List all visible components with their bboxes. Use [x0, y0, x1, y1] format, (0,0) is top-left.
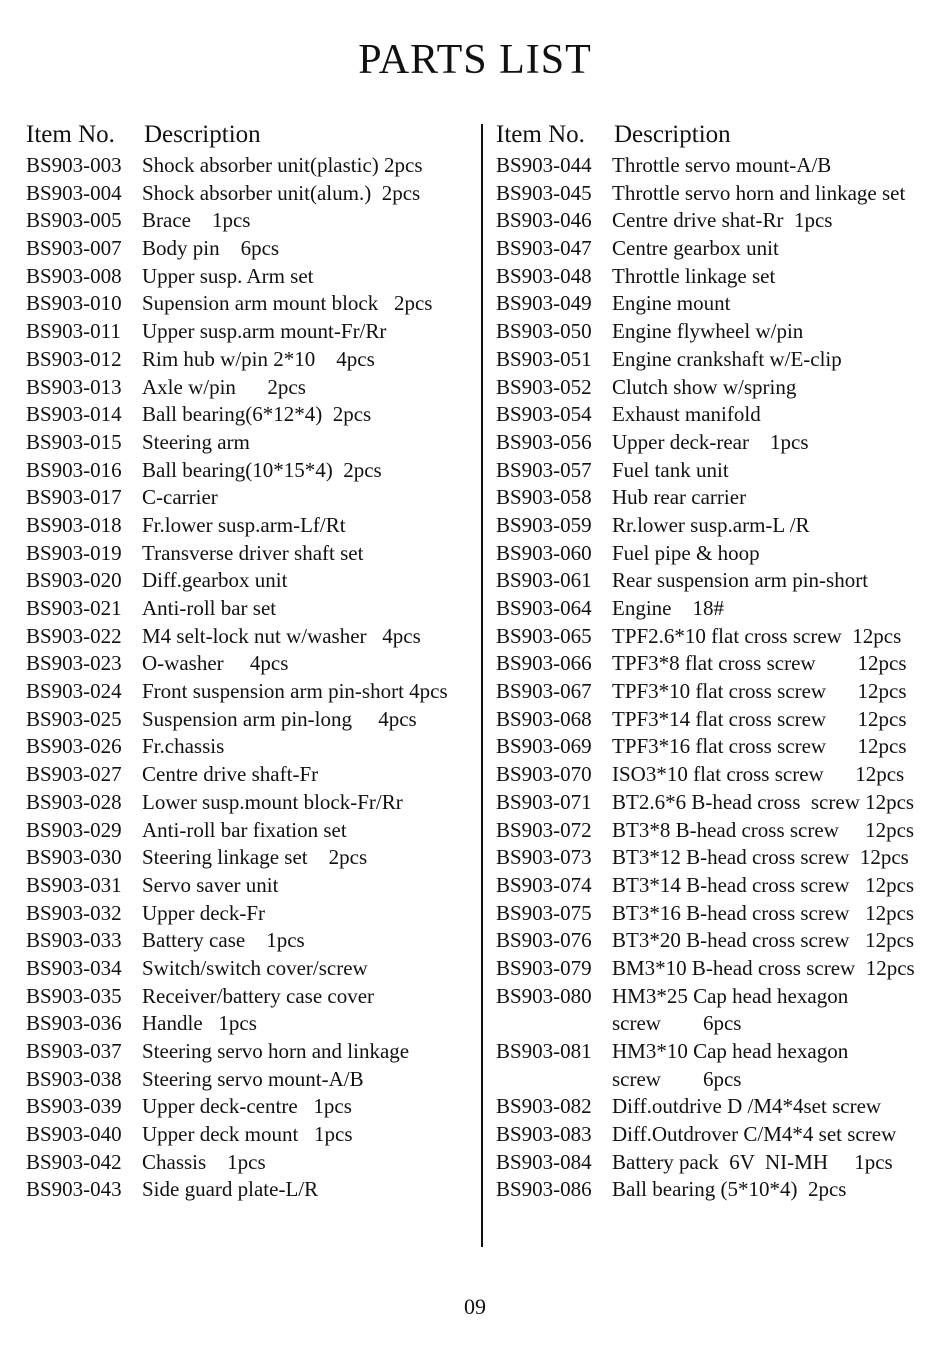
part-description: Upper deck-centre 1pcs [142, 1094, 352, 1119]
part-row [496, 1149, 946, 1177]
part-description: Lower susp.mount block-Fr/Rr [142, 789, 403, 814]
part-row [26, 623, 476, 651]
part-description: Upper deck-rear 1pcs [612, 429, 809, 454]
part-description: O-washer 4pcs [142, 651, 289, 676]
part-description: Centre gearbox unit [612, 236, 779, 261]
part-description: Steering servo horn and linkage [142, 1039, 410, 1063]
part-row [26, 1149, 476, 1177]
part-description: ISO3*10 flat cross screw 12pcs [612, 762, 905, 787]
part-row [26, 955, 476, 983]
part-row [496, 540, 946, 568]
part-code: BS903-070 [496, 762, 592, 787]
part-row [26, 374, 476, 402]
part-row [26, 235, 476, 263]
part-code: BS903-064 [496, 596, 592, 620]
part-code: BS903-035 [26, 983, 122, 1008]
part-description: Rim hub w/pin 2*10 4pcs [142, 346, 375, 371]
part-description: Battery pack 6V NI-MH 1pcs [612, 1149, 893, 1174]
part-row [26, 844, 476, 872]
part-description: Throttle servo horn and linkage set [612, 180, 906, 205]
part-code: BS903-034 [26, 955, 122, 980]
part-row [26, 817, 476, 845]
part-description: Front suspension arm pin-short 4pcs [142, 679, 448, 704]
part-code: BS903-028 [26, 789, 122, 814]
part-row [26, 290, 476, 318]
part-row [26, 1066, 476, 1094]
part-code: BS903-052 [496, 374, 592, 399]
part-code: BS903-059 [496, 512, 592, 537]
part-code: BS903-086 [496, 1177, 592, 1202]
part-description: HM3*25 Cap head hexagon [612, 983, 849, 1008]
part-row [496, 817, 946, 845]
part-code: BS903-048 [496, 263, 592, 288]
part-code: BS903-072 [496, 817, 592, 842]
part-row [496, 844, 946, 872]
part-code: BS903-018 [26, 512, 122, 537]
part-row [496, 595, 946, 623]
part-description: Body pin 6pcs [142, 236, 280, 261]
part-code: BS903-038 [26, 1066, 122, 1091]
part-row [26, 650, 476, 678]
part-description: Diff.Outdrover C/M4*4 set screw [612, 1122, 897, 1147]
parts-column-right [496, 118, 946, 1204]
part-description-continued: screw 6pcs [612, 1066, 742, 1091]
part-row [496, 1121, 946, 1149]
part-description: Servo saver unit [142, 872, 279, 897]
part-row [26, 678, 476, 706]
part-row [26, 900, 476, 928]
part-row [26, 983, 476, 1011]
part-code: BS903-051 [496, 346, 592, 371]
part-row [26, 1010, 476, 1038]
part-description: Fuel tank unit [612, 457, 729, 482]
part-description: BM3*10 B-head cross screw 12pcs [612, 955, 915, 980]
part-row [496, 1176, 946, 1204]
part-code: BS903-081 [496, 1039, 592, 1063]
part-row [26, 733, 476, 761]
part-code: BS903-054 [496, 402, 592, 427]
part-row [496, 706, 946, 734]
part-code: BS903-058 [496, 485, 592, 510]
part-description: Exhaust manifold [612, 402, 761, 427]
part-row [496, 927, 946, 955]
part-description: Upper deck mount 1pcs [142, 1122, 353, 1147]
part-code: BS903-079 [496, 955, 592, 980]
part-description: TPF3*10 flat cross screw 12pcs [612, 679, 907, 704]
part-code: BS903-067 [496, 679, 592, 704]
page-title: PARTS LIST [358, 37, 592, 83]
part-code: BS903-036 [26, 1011, 122, 1036]
part-code: BS903-068 [496, 706, 592, 731]
part-row [26, 401, 476, 429]
part-description: Ball bearing(10*15*4) 2pcs [142, 457, 382, 482]
part-row [26, 484, 476, 512]
part-code: BS903-084 [496, 1149, 592, 1174]
part-description: Upper deck-Fr [142, 900, 266, 925]
part-row-continuation [496, 1066, 946, 1094]
part-code: BS903-008 [26, 263, 122, 288]
part-row [26, 706, 476, 734]
part-row [496, 650, 946, 678]
part-code: BS903-005 [26, 208, 122, 233]
column-header [496, 118, 946, 152]
part-row [496, 955, 946, 983]
part-description: Ball bearing (5*10*4) 2pcs [612, 1177, 847, 1202]
part-code: BS903-032 [26, 900, 122, 925]
part-description: Hub rear carrier [612, 485, 747, 510]
part-code: BS903-049 [496, 291, 592, 316]
part-row [496, 180, 946, 208]
part-code: BS903-065 [496, 623, 592, 648]
part-row [496, 1093, 946, 1121]
part-description: Engine 18# [612, 596, 724, 620]
part-code: BS903-050 [496, 319, 592, 344]
part-code: BS903-071 [496, 789, 592, 814]
part-row [26, 180, 476, 208]
part-description: Engine crankshaft w/E-clip [612, 346, 842, 371]
part-code: BS903-029 [26, 817, 122, 842]
part-description: Upper susp. Arm set [142, 263, 314, 288]
part-description: Transverse driver shaft set [142, 540, 364, 565]
description-header: Description [614, 121, 731, 148]
part-row [26, 540, 476, 568]
part-code: BS903-060 [496, 540, 592, 565]
part-description: Receiver/battery case cover [142, 983, 375, 1008]
part-row [496, 401, 946, 429]
part-code: BS903-040 [26, 1122, 122, 1147]
part-description: Suspension arm pin-long 4pcs [142, 706, 417, 731]
part-description: BT3*12 B-head cross screw 12pcs [612, 845, 909, 870]
part-row [496, 567, 946, 595]
part-code: BS903-010 [26, 291, 122, 316]
part-description: Supension arm mount block 2pcs [142, 291, 433, 316]
part-row [496, 263, 946, 291]
part-row [496, 429, 946, 457]
part-code: BS903-047 [496, 236, 592, 261]
part-code: BS903-025 [26, 706, 122, 731]
part-description: TPF2.6*10 flat cross screw 12pcs [612, 623, 902, 648]
part-row [26, 346, 476, 374]
part-row [496, 512, 946, 540]
part-description: Fr.chassis [142, 734, 225, 759]
part-description: Diff.gearbox unit [142, 568, 288, 593]
part-description: TPF3*16 flat cross screw 12pcs [612, 734, 907, 759]
part-row [26, 595, 476, 623]
part-row [496, 623, 946, 651]
part-row [26, 263, 476, 291]
part-description: TPF3*8 flat cross screw 12pcs [612, 651, 907, 676]
part-row [26, 761, 476, 789]
part-code: BS903-023 [26, 651, 122, 676]
part-description: C-carrier [142, 485, 218, 510]
part-code: BS903-012 [26, 346, 122, 371]
part-description: BT3*14 B-head cross screw 12pcs [612, 872, 915, 897]
part-code: BS903-003 [26, 153, 122, 177]
part-description: Side guard plate-L/R [142, 1177, 319, 1202]
part-description-continued: screw 6pcs [612, 1011, 742, 1036]
part-code: BS903-044 [496, 153, 592, 177]
part-row [26, 429, 476, 457]
item-no-header: Item No. [26, 121, 115, 148]
part-description: Anti-roll bar set [142, 596, 277, 620]
part-row [26, 1093, 476, 1121]
part-code: BS903-066 [496, 651, 592, 676]
part-code: BS903-082 [496, 1094, 592, 1119]
part-description: Throttle linkage set [612, 263, 776, 288]
part-code: BS903-022 [26, 623, 122, 648]
part-code: BS903-019 [26, 540, 122, 565]
part-description: Throttle servo mount-A/B [612, 153, 832, 177]
part-code-spacer [496, 1066, 612, 1094]
part-code: BS903-007 [26, 236, 122, 261]
part-description: Brace 1pcs [142, 208, 251, 233]
part-description: Battery case 1pcs [142, 928, 305, 953]
part-description: Centre drive shaft-Fr [142, 762, 319, 787]
part-description: Engine mount [612, 291, 731, 316]
part-code: BS903-042 [26, 1149, 122, 1174]
part-code: BS903-046 [496, 208, 592, 233]
part-description: Fuel pipe & hoop [612, 540, 760, 565]
part-description: Diff.outdrive D /M4*4set screw [612, 1094, 882, 1119]
part-code: BS903-075 [496, 900, 592, 925]
part-description: Steering linkage set 2pcs [142, 845, 368, 870]
part-row [26, 872, 476, 900]
item-no-header: Item No. [496, 121, 585, 148]
part-row [496, 484, 946, 512]
part-row [496, 235, 946, 263]
part-code: BS903-027 [26, 762, 122, 787]
part-description: Clutch show w/spring [612, 374, 797, 399]
part-row [26, 207, 476, 235]
part-row [26, 512, 476, 540]
part-description: Fr.lower susp.arm-Lf/Rt [142, 512, 346, 537]
part-code: BS903-057 [496, 457, 592, 482]
part-description: BT3*20 B-head cross screw 12pcs [612, 928, 915, 953]
part-row [496, 872, 946, 900]
part-description: Shock absorber unit(alum.) 2pcs [142, 180, 421, 205]
part-code: BS903-011 [26, 319, 121, 344]
part-code: BS903-069 [496, 734, 592, 759]
part-row [496, 1038, 946, 1066]
part-code: BS903-024 [26, 679, 122, 704]
part-row [496, 678, 946, 706]
part-code: BS903-030 [26, 845, 122, 870]
part-row [26, 318, 476, 346]
part-code: BS903-031 [26, 872, 122, 897]
column-divider [481, 124, 483, 1247]
part-description: Engine flywheel w/pin [612, 319, 804, 344]
part-code: BS903-074 [496, 872, 592, 897]
part-row [26, 567, 476, 595]
part-description: M4 selt-lock nut w/washer 4pcs [142, 623, 421, 648]
part-code: BS903-037 [26, 1039, 122, 1063]
parts-column-left [26, 118, 476, 1204]
part-code: BS903-015 [26, 429, 122, 454]
part-code: BS903-073 [496, 845, 592, 870]
part-code: BS903-045 [496, 180, 592, 205]
page-number: 09 [464, 1294, 486, 1319]
part-description: Axle w/pin 2pcs [142, 374, 306, 399]
part-code: BS903-020 [26, 568, 122, 593]
part-row [496, 789, 946, 817]
part-description: BT2.6*6 B-head cross screw 12pcs [612, 789, 915, 814]
part-description: TPF3*14 flat cross screw 12pcs [612, 706, 907, 731]
part-code: BS903-080 [496, 983, 592, 1008]
part-row [26, 152, 476, 180]
part-row [496, 457, 946, 485]
part-row [26, 1176, 476, 1204]
part-description: Anti-roll bar fixation set [142, 817, 347, 842]
column-header [26, 118, 476, 152]
part-row [496, 983, 946, 1011]
part-description: Steering servo mount-A/B [142, 1066, 364, 1091]
part-description: Ball bearing(6*12*4) 2pcs [142, 402, 372, 427]
part-row [496, 900, 946, 928]
parts-list-right [496, 152, 946, 1204]
part-description: Switch/switch cover/screw [142, 955, 368, 980]
part-row [26, 1121, 476, 1149]
part-description: Shock absorber unit(plastic) 2pcs [142, 153, 423, 177]
parts-list-left [26, 152, 476, 1204]
part-row [496, 346, 946, 374]
part-row [496, 207, 946, 235]
part-row [26, 457, 476, 485]
part-row [496, 761, 946, 789]
part-code: BS903-061 [496, 568, 592, 593]
part-code: BS903-013 [26, 374, 122, 399]
part-code: BS903-017 [26, 485, 122, 510]
part-code: BS903-043 [26, 1177, 122, 1202]
part-row-continuation [496, 1010, 946, 1038]
part-description: BT3*16 B-head cross screw 12pcs [612, 900, 915, 925]
part-description: Centre drive shat-Rr 1pcs [612, 208, 833, 233]
part-code: BS903-076 [496, 928, 592, 953]
part-code: BS903-033 [26, 928, 122, 953]
part-code: BS903-014 [26, 402, 122, 427]
part-code: BS903-021 [26, 596, 122, 620]
part-description: Rr.lower susp.arm-L /R [612, 512, 810, 537]
part-row [26, 789, 476, 817]
part-row [496, 318, 946, 346]
part-description: Steering arm [142, 429, 250, 454]
part-code: BS903-056 [496, 429, 592, 454]
description-header: Description [144, 121, 261, 148]
part-description: Handle 1pcs [142, 1011, 257, 1036]
part-description: Upper susp.arm mount-Fr/Rr [142, 319, 387, 344]
part-code: BS903-026 [26, 734, 122, 759]
part-code: BS903-004 [26, 180, 122, 205]
part-row [496, 152, 946, 180]
part-description: Rear suspension arm pin-short [612, 568, 869, 593]
part-row [496, 374, 946, 402]
part-description: BT3*8 B-head cross screw 12pcs [612, 817, 915, 842]
part-code: BS903-016 [26, 457, 122, 482]
part-code: BS903-039 [26, 1094, 122, 1119]
part-row [496, 733, 946, 761]
part-row [26, 927, 476, 955]
part-row [26, 1038, 476, 1066]
part-description: HM3*10 Cap head hexagon [612, 1039, 849, 1063]
part-row [496, 290, 946, 318]
part-code: BS903-083 [496, 1122, 592, 1147]
part-description: Chassis 1pcs [142, 1149, 266, 1174]
part-code-spacer [496, 1010, 612, 1038]
